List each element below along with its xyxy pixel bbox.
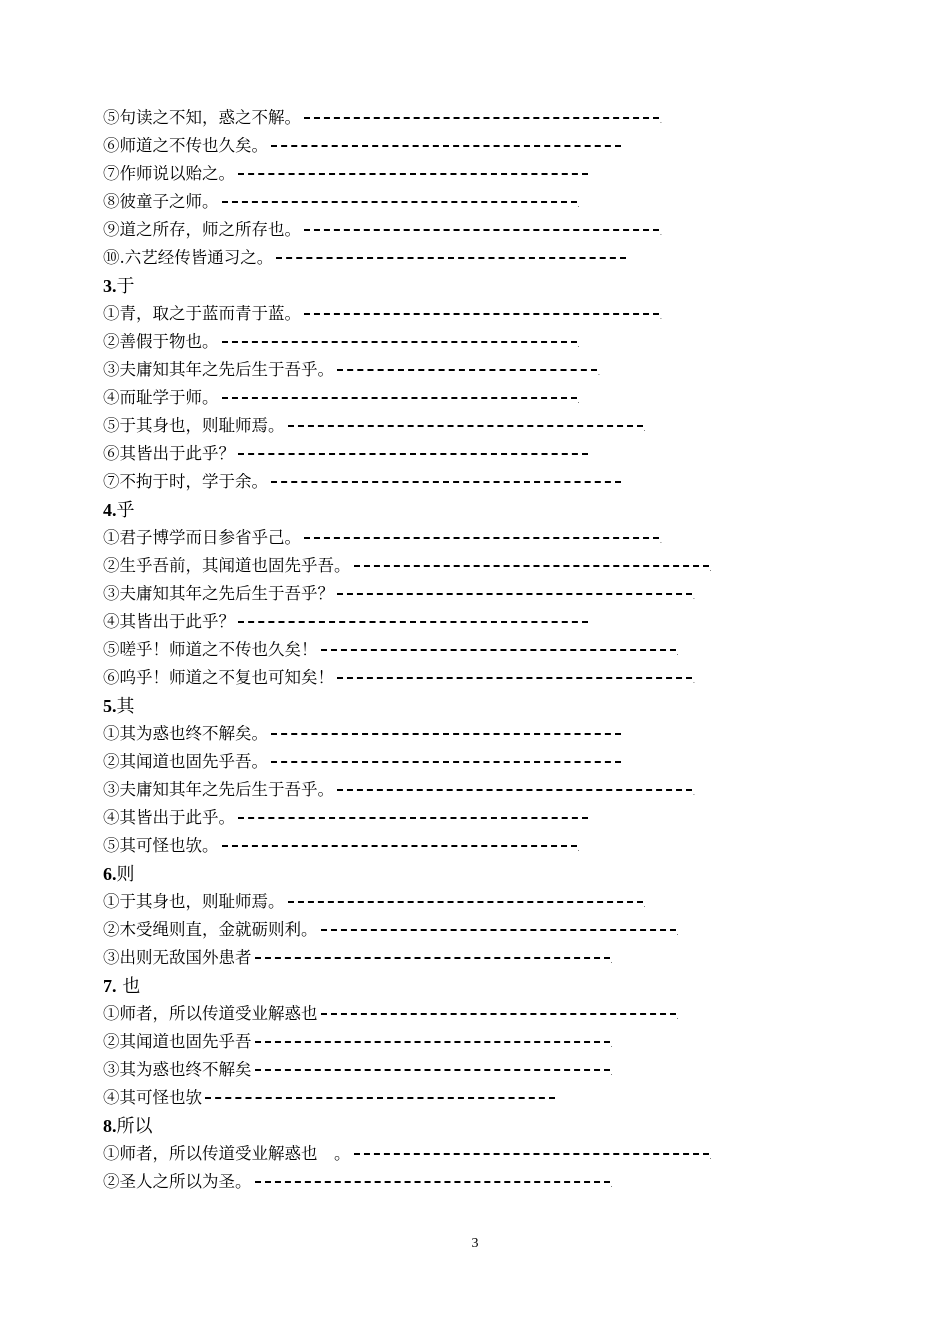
exercise-sentence: ④其皆出于此乎。 [103,808,235,827]
answer-blank[interactable] [354,564,709,567]
exercise-sentence: ⑥师道之不传也久矣。 [103,136,268,155]
exercise-sentence: ②其闻道也固先乎吾 [103,1032,252,1051]
exercise-sentence: ①青，取之于蓝而青于蓝。 [103,304,301,323]
exercise-sentence: ③夫庸知其年之先后生于吾乎。 [103,780,334,799]
answer-blank[interactable] [255,1068,610,1071]
answer-blank[interactable] [205,1096,555,1099]
end-mark: . [693,594,695,601]
answer-blank[interactable] [238,452,588,455]
exercise-sentence: ④其皆出于此乎？ [103,612,235,631]
section-number: 8. [103,1116,117,1136]
answer-blank[interactable] [288,900,643,903]
exercise-item [103,916,783,944]
end-mark: . [577,398,580,405]
exercise-sentence: ①师者，所以传道受业解惑也 [103,1004,318,1023]
end-mark: . [598,370,600,377]
end-mark: . [610,1070,613,1077]
exercise-item [103,1000,783,1028]
section-word: 其 [116,696,135,717]
exercise-item [103,944,783,972]
exercise-item [103,720,783,748]
answer-blank[interactable] [271,480,621,483]
exercise-sentence: ⑥呜乎！师道之不复也可知矣！ [103,668,334,687]
exercise-item [103,300,783,328]
exercise-item [103,412,783,440]
section-number: 5. [103,696,117,716]
exercise-item [103,384,783,412]
exercise-item [103,888,783,916]
exercise-sentence: ⑦不拘于时，学于余。 [103,472,268,491]
exercise-sentence: ④其可怪也欤 [103,1088,202,1107]
exercise-item [103,608,783,636]
section-word: 所以 [116,1116,153,1137]
end-mark: . [693,790,695,797]
end-mark: . [709,566,712,573]
section-word: 也 [116,976,141,997]
section-number: 4. [103,500,117,520]
section-number: 7. [103,976,117,996]
worksheet-content [103,104,783,1196]
exercise-item [103,580,783,608]
answer-blank[interactable] [255,956,610,959]
section-heading [103,272,783,300]
exercise-sentence: ①于其身也，则耻师焉。 [103,892,285,911]
section-heading [103,860,783,888]
exercise-sentence: ④而耻学于师。 [103,388,219,407]
exercise-item [103,104,783,132]
end-mark: . [610,1042,613,1049]
answer-blank[interactable] [255,1040,610,1043]
exercise-item [103,188,783,216]
exercise-item [103,524,783,552]
answer-blank[interactable] [238,816,588,819]
exercise-item [103,804,783,832]
exercise-sentence: ①其为惑也终不解矣。 [103,724,268,743]
exercise-item [103,1028,783,1056]
exercise-item [103,244,783,272]
answer-blank[interactable] [222,200,577,203]
end-mark: . [577,202,580,209]
end-mark: . [660,314,662,321]
answer-blank[interactable] [354,1152,709,1155]
exercise-sentence: ⑦作师说以贻之。 [103,164,235,183]
answer-blank[interactable] [304,228,659,231]
exercise-sentence: ③出则无敌国外患者 [103,948,252,967]
answer-blank[interactable] [238,620,588,623]
exercise-sentence: ③其为惑也终不解矣 [103,1060,252,1079]
exercise-sentence: ①君子博学而日参省乎己。 [103,528,301,547]
exercise-sentence: ②圣人之所以为圣。 [103,1172,252,1191]
answer-blank[interactable] [276,256,626,259]
exercise-sentence: ②善假于物也。 [103,332,219,351]
section-heading [103,1112,783,1140]
end-mark: . [660,538,662,545]
answer-blank[interactable] [337,592,692,595]
exercise-sentence: ②木受绳则直，金就砺则利。 [103,920,318,939]
exercise-sentence: ⑤于其身也，则耻师焉。 [103,416,285,435]
exercise-sentence: ②其闻道也固先乎吾。 [103,752,268,771]
section-number: 3. [103,276,117,296]
end-mark: . [577,342,580,349]
answer-blank[interactable] [337,676,692,679]
exercise-item [103,552,783,580]
answer-blank[interactable] [304,116,659,119]
exercise-item [103,216,783,244]
answer-blank[interactable] [222,340,577,343]
section-word: 则 [116,864,135,885]
answer-blank[interactable] [321,648,676,651]
exercise-sentence: ⑥其皆出于此乎？ [103,444,235,463]
answer-blank[interactable] [271,144,621,147]
section-heading [103,692,783,720]
answer-blank[interactable] [337,788,692,791]
exercise-item [103,468,783,496]
answer-blank[interactable] [238,172,588,175]
end-mark: . [676,930,679,937]
exercise-item [103,664,783,692]
exercise-item [103,776,783,804]
exercise-item [103,160,783,188]
exercise-sentence: ⑤嗟乎！师道之不传也久矣！ [103,640,318,659]
end-mark: . [643,426,646,433]
end-mark: . [709,1154,712,1161]
answer-blank[interactable] [222,844,577,847]
exercise-sentence: ②生乎吾前，其闻道也固先乎吾。 [103,556,351,575]
exercise-sentence: ⑧彼童子之师。 [103,192,219,211]
end-mark: . [610,1182,613,1189]
end-mark: . [660,230,662,237]
end-mark: . [643,902,646,909]
section-heading [103,496,783,524]
answer-blank[interactable] [304,312,659,315]
end-mark: . [610,958,613,965]
exercise-sentence: ①师者，所以传道受业解惑也 。 [103,1144,351,1163]
end-mark: . [693,678,695,685]
exercise-sentence: ③夫庸知其年之先后生于吾乎。 [103,360,334,379]
exercise-item [103,132,783,160]
end-mark: . [676,650,679,657]
end-mark: . [577,846,580,853]
exercise-item [103,832,783,860]
answer-blank[interactable] [321,928,676,931]
answer-blank[interactable] [337,368,597,371]
answer-blank[interactable] [288,424,643,427]
answer-blank[interactable] [255,1180,610,1183]
exercise-item [103,1056,783,1084]
exercise-item [103,636,783,664]
exercise-sentence: ⑩.六艺经传皆通习之。 [103,248,274,267]
section-number: 6. [103,864,117,884]
exercise-item [103,1168,783,1196]
end-mark: . [660,118,662,125]
answer-blank[interactable] [222,396,577,399]
exercise-item [103,440,783,468]
section-heading [103,972,783,1000]
section-word: 乎 [116,500,135,521]
exercise-sentence: ③夫庸知其年之先后生于吾乎？ [103,584,334,603]
answer-blank[interactable] [304,536,659,539]
page-number: 3 [471,1236,479,1251]
answer-blank[interactable] [321,1012,676,1015]
exercise-item [103,1084,783,1112]
exercise-sentence: ⑤其可怪也欤。 [103,836,219,855]
exercise-sentence: ⑨道之所存，师之所存也。 [103,220,301,239]
exercise-item [103,1140,783,1168]
section-word: 于 [116,276,135,297]
exercise-sentence: ⑤句读之不知，惑之不解。 [103,108,301,127]
exercise-item [103,748,783,776]
answer-blank[interactable] [271,732,621,735]
exercise-item [103,356,783,384]
answer-blank[interactable] [271,760,621,763]
end-mark: . [676,1014,679,1021]
exercise-item [103,328,783,356]
